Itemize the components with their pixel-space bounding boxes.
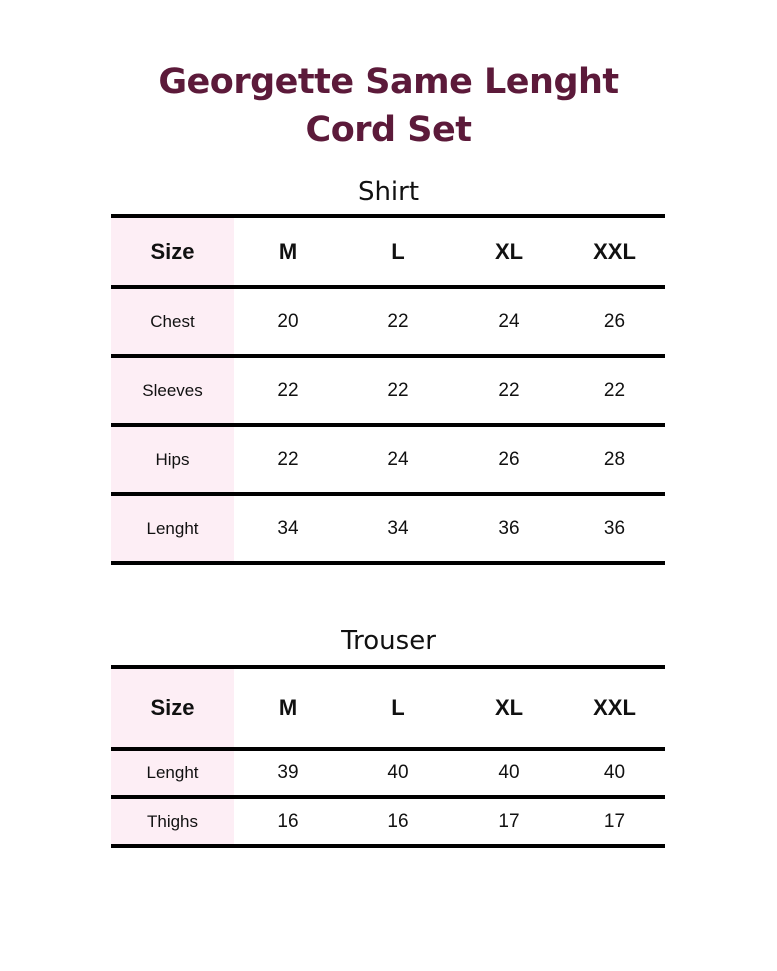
table-row (111, 425, 665, 494)
column-header-m: M (234, 667, 342, 749)
table-row (111, 287, 665, 356)
row-label-sleeves: Sleeves (111, 356, 234, 425)
column-header-xl: XL (454, 667, 564, 749)
table-cell: 22 (564, 356, 665, 425)
table-cell: 22 (234, 425, 342, 494)
table-row (111, 749, 665, 797)
column-header-l: L (342, 216, 454, 287)
table-cell: 34 (342, 494, 454, 563)
trouser-section-title: Trouser (341, 626, 436, 656)
column-header-size: Size (111, 216, 234, 287)
table-cell: 17 (454, 797, 564, 846)
row-label-length: Lenght (111, 749, 234, 797)
table-cell: 40 (564, 749, 665, 797)
page-title-line-1: Georgette Same Lenght (158, 62, 619, 102)
shirt-section-title: Shirt (357, 177, 420, 207)
table-cell: 22 (454, 356, 564, 425)
table-cell: 26 (454, 425, 564, 494)
table-cell: 22 (342, 287, 454, 356)
table-cell: 24 (342, 425, 454, 494)
table-row (111, 494, 665, 563)
row-label-thighs: Thighs (111, 797, 234, 846)
shirt-size-table (111, 214, 665, 565)
table-cell: 16 (234, 797, 342, 846)
table-row (111, 797, 665, 846)
row-label-chest: Chest (111, 287, 234, 356)
table-cell: 36 (564, 494, 665, 563)
table-row (111, 356, 665, 425)
table-cell: 20 (234, 287, 342, 356)
table-cell: 36 (454, 494, 564, 563)
table-cell: 22 (234, 356, 342, 425)
table-cell: 26 (564, 287, 665, 356)
row-label-length: Lenght (111, 494, 234, 563)
column-header-m: M (234, 216, 342, 287)
table-cell: 28 (564, 425, 665, 494)
table-cell: 17 (564, 797, 665, 846)
column-header-size: Size (111, 667, 234, 749)
trouser-size-table (111, 665, 665, 848)
column-header-l: L (342, 667, 454, 749)
table-cell: 16 (342, 797, 454, 846)
page-title (0, 58, 777, 154)
table-cell: 40 (342, 749, 454, 797)
column-header-xl: XL (454, 216, 564, 287)
table-cell: 22 (342, 356, 454, 425)
table-cell: 24 (454, 287, 564, 356)
table-cell: 34 (234, 494, 342, 563)
row-label-hips: Hips (111, 425, 234, 494)
table-header-row (111, 216, 665, 287)
column-header-xxl: XXL (564, 216, 665, 287)
column-header-xxl: XXL (564, 667, 665, 749)
page-title-line-2: Cord Set (305, 110, 472, 150)
table-cell: 39 (234, 749, 342, 797)
table-header-row (111, 667, 665, 749)
table-cell: 40 (454, 749, 564, 797)
